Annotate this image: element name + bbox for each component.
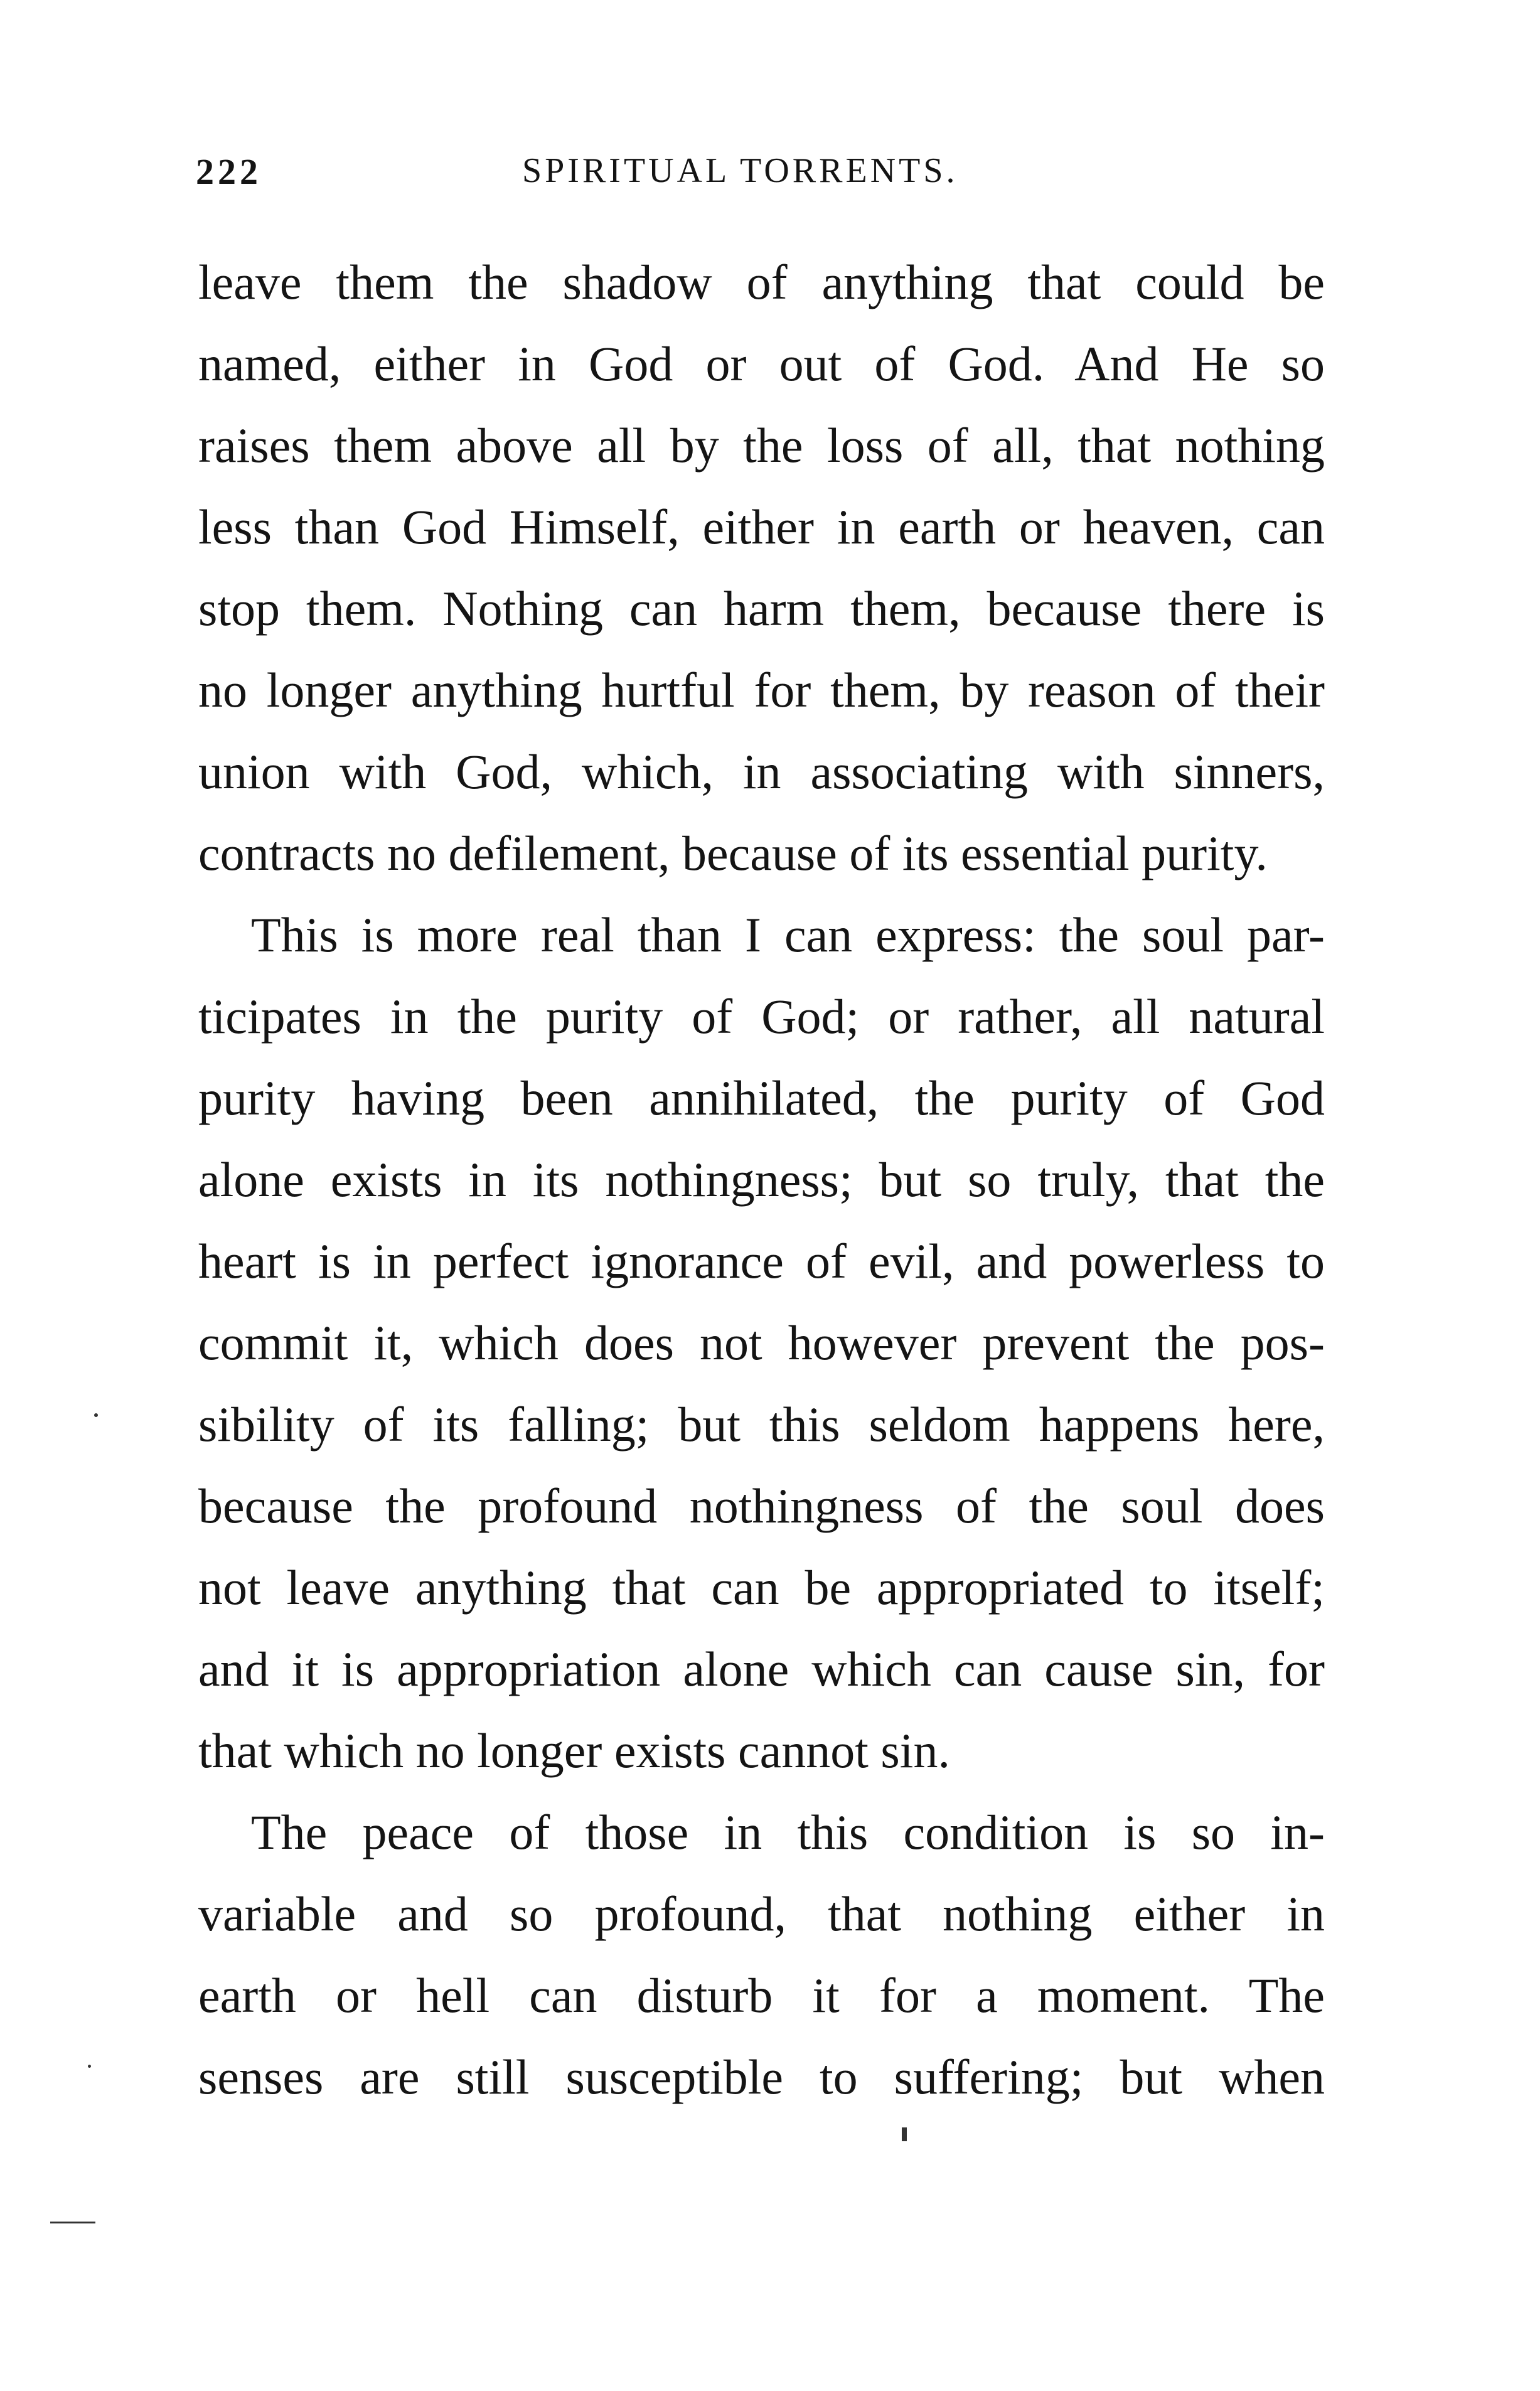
text-line: variable and so profound, that nothing either in (198, 1886, 1325, 1941)
text-line: that which no longer exists cannot sin. (198, 1723, 950, 1778)
text-line: commit it, which does not however prevent the pos- (198, 1315, 1325, 1370)
running-title: SPIRITUAL TORRENTS. (522, 151, 958, 190)
text-line: earth or hell can disturb it for a moment. The (198, 1968, 1325, 2023)
scan-mark (50, 2222, 95, 2223)
text-line: contracts no defilement, because of its essential purity. (198, 826, 1268, 880)
paragraph-first-line: This is more real than I can express: the soul par- (251, 907, 1325, 962)
paragraph-first-line: The peace of those in this condition is so in- (251, 1805, 1325, 1859)
scan-speck (88, 2065, 91, 2068)
text-line: purity having been annihilated, the purity of God (198, 1071, 1325, 1125)
text-line: leave them the shadow of anything that could be (198, 255, 1325, 309)
text-line: sibility of its falling; but this seldom happens here, (198, 1397, 1325, 1452)
text-line: stop them. Nothing can harm them, because there is (198, 581, 1325, 636)
text-line: alone exists in its nothingness; but so truly, that the (198, 1152, 1325, 1207)
text-line: senses are still susceptible to suffering; but when (198, 2050, 1325, 2104)
text-line: heart is in perfect ignorance of evil, and powerless to (198, 1234, 1325, 1288)
text-line: union with God, which, in associating with sinners, (198, 744, 1325, 799)
scan-speck (94, 1413, 98, 1417)
text-line: no longer anything hurtful for them, by reason of their (198, 663, 1325, 717)
text-line: raises them above all by the loss of all, that nothing (198, 418, 1325, 473)
text-line: and it is appropriation alone which can cause sin, for (198, 1642, 1325, 1696)
page-header (196, 151, 1325, 201)
text-line: because the profound nothingness of the soul does (198, 1479, 1325, 1533)
text-line: ticipates in the purity of God; or rather, all natural (198, 989, 1325, 1044)
text-line: not leave anything that can be appropriated to itself; (198, 1560, 1325, 1615)
text-line: less than God Himself, either in earth or heaven, can (198, 500, 1325, 554)
page-number: 222 (196, 151, 262, 192)
scan-speck (902, 2127, 907, 2141)
text-line: named, either in God or out of God. And He so (198, 336, 1325, 391)
